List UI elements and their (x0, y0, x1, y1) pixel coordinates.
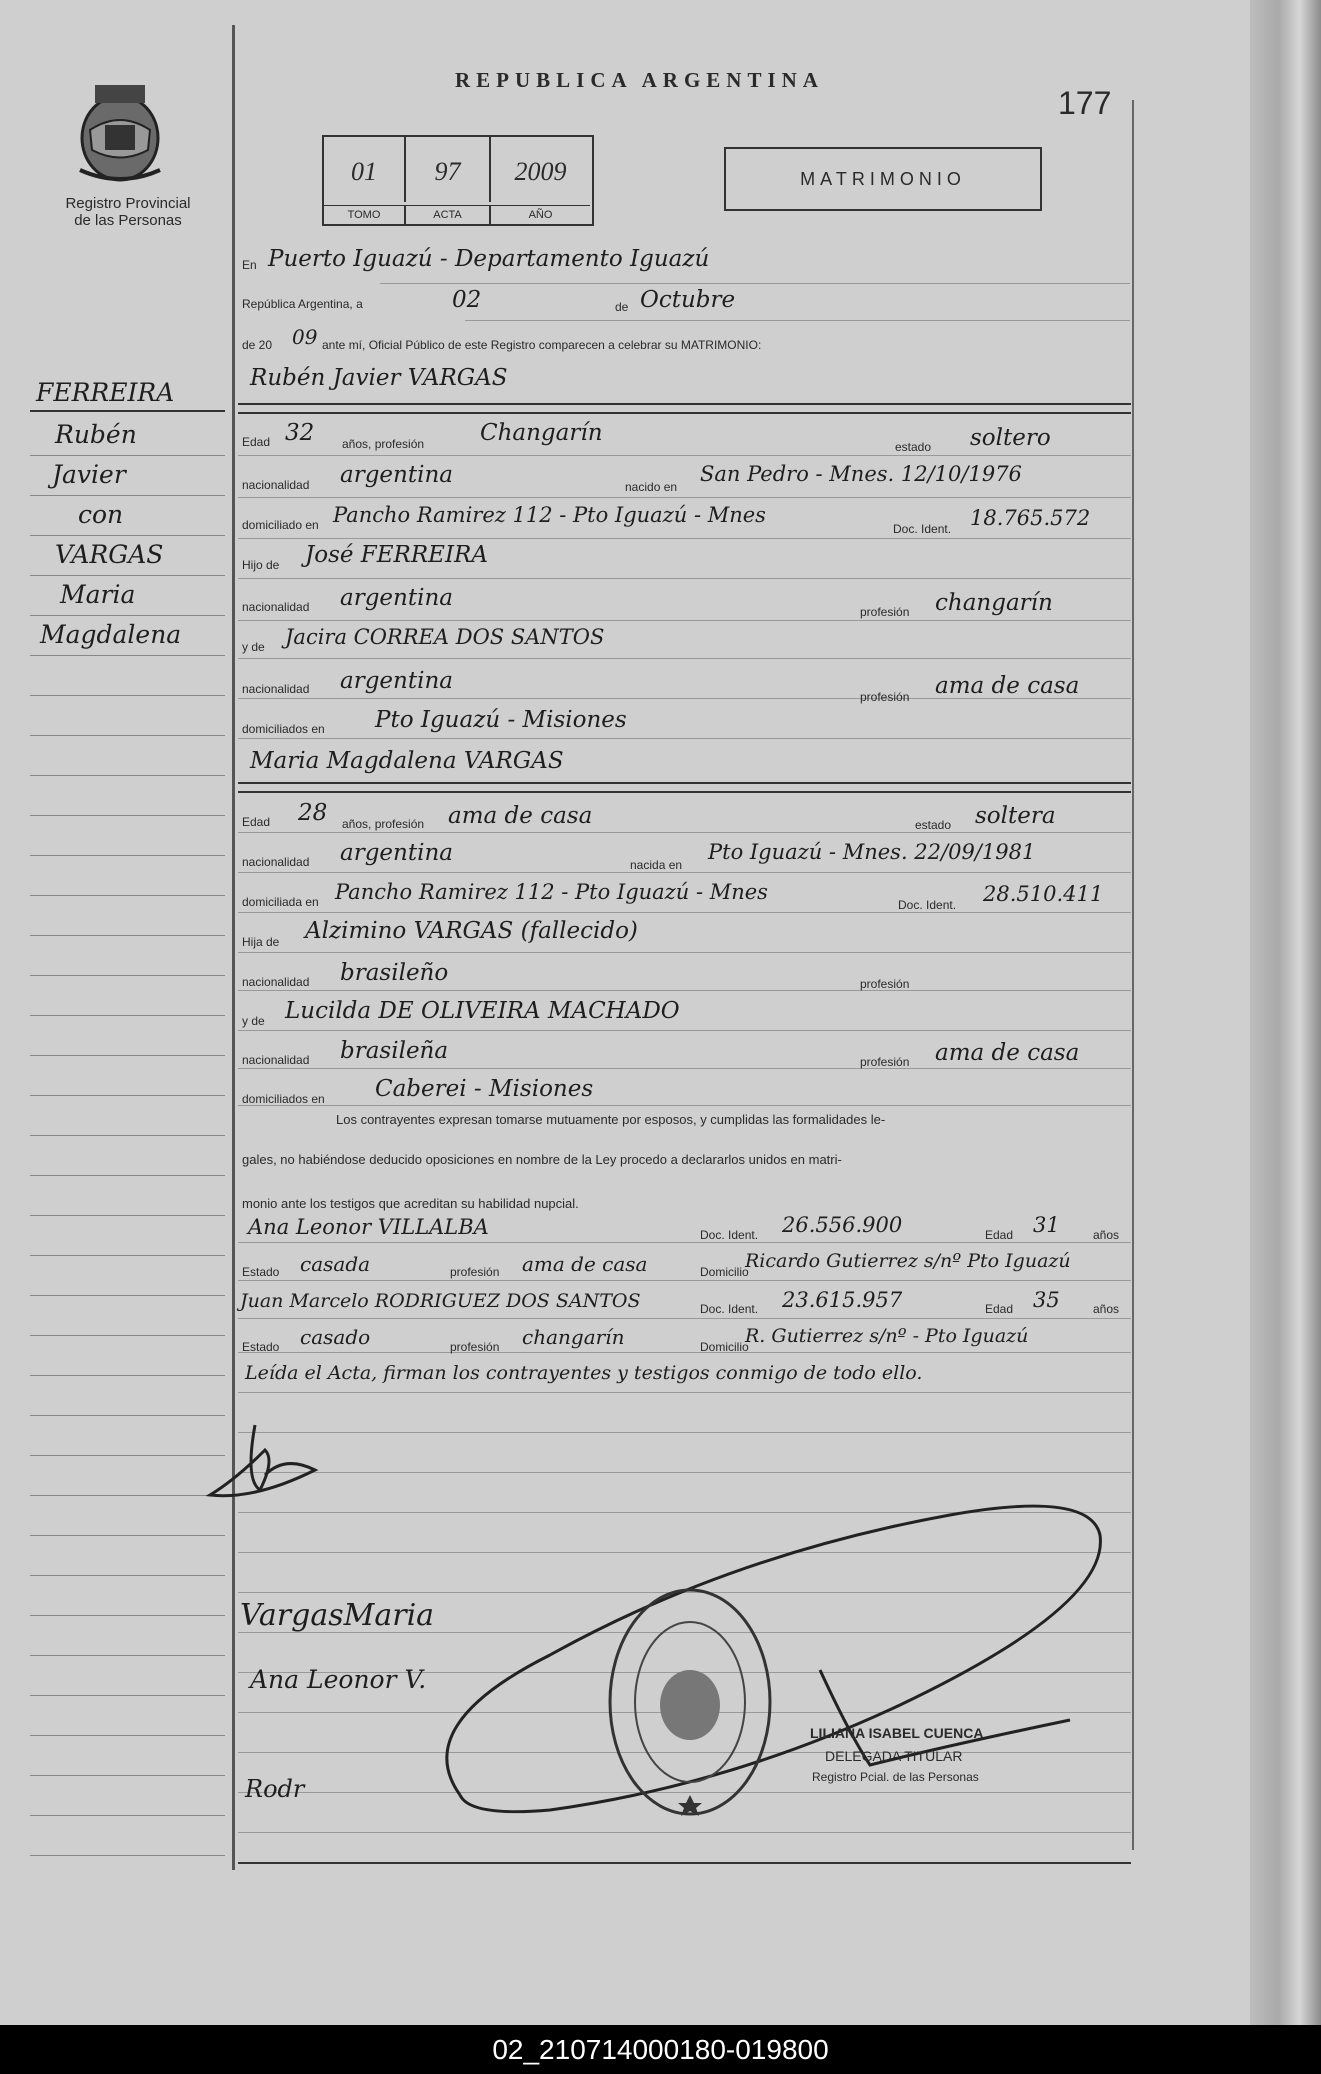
scan-footer: 02_210714000180-019800 (0, 2025, 1321, 2074)
groom-profession: Changarín (480, 420, 603, 446)
margin-surname: FERREIRA (36, 378, 175, 407)
record-type-box: MATRIMONIO (724, 147, 1042, 211)
signature-4: Rodr (245, 1775, 305, 1803)
nacido-label: nacido en (625, 480, 678, 494)
witness-1-address: Ricardo Gutierrez s/nº Pto Iguazú (745, 1250, 1071, 1272)
bride-mother-profession: ama de casa (935, 1040, 1080, 1066)
domiciliados-label: domiciliados en (242, 722, 325, 736)
estado-label: estado (895, 440, 932, 454)
en-label: En (242, 258, 257, 272)
w1-edad-label: Edad (985, 1228, 1014, 1242)
tomo-label: TOMO (324, 205, 406, 224)
groom-status: soltero (970, 425, 1051, 451)
coat-of-arms-icon (60, 70, 180, 190)
bride-mother-nationality: brasileña (340, 1038, 449, 1064)
page-title: REPUBLICA ARGENTINA (455, 68, 824, 92)
bride-nac-label: nacionalidad (242, 855, 310, 869)
signature-2: VargasMaria (240, 1598, 435, 1633)
nacionalidad-label: nacionalidad (242, 478, 310, 492)
madre-nac-label: nacionalidad (242, 682, 310, 696)
acta-value: 97 (406, 137, 491, 202)
bride-address: Pancho Ramirez 112 - Pto Iguazú - Mnes (335, 880, 768, 904)
w2-anos-label: años (1093, 1302, 1120, 1316)
witness-1-profession: ama de casa (522, 1252, 648, 1276)
bride-estado-label: estado (915, 818, 952, 832)
groom-doc: 18.765.572 (970, 506, 1091, 530)
ante-text: ante mí, Oficial Público de este Registro comparecen a celebrar su MATRIMONIO: (322, 338, 762, 352)
year-suffix: 09 (292, 325, 318, 349)
margin-name-1: Rubén (55, 420, 137, 449)
formula-line-3: monio ante los testigos que acreditan su habilidad nupcial. (242, 1196, 579, 1211)
witness-2-age: 35 (1033, 1288, 1060, 1312)
w1-estado-label: Estado (242, 1265, 280, 1279)
hijo-label: Hijo de (242, 558, 280, 572)
w2-doc-label: Doc. Ident. (700, 1302, 759, 1316)
groom-birthplace: San Pedro - Mnes. 12/10/1976 (700, 462, 1022, 486)
groom-nationality: argentina (340, 462, 453, 488)
place-value: Puerto Iguazú - Departamento Iguazú (268, 246, 710, 272)
right-border (1132, 100, 1134, 1850)
groom-mother: Jacira CORREA DOS SANTOS (285, 625, 605, 649)
bride-profession: ama de casa (448, 803, 593, 829)
bride-father: Alzimino VARGAS (fallecido) (305, 918, 638, 944)
signature-3: Ana Leonor V. (250, 1665, 427, 1694)
anio-value: 2009 (514, 157, 567, 186)
groom-parents-address: Pto Iguazú - Misiones (375, 707, 627, 733)
bride-parents-address: Caberei - Misiones (375, 1076, 594, 1102)
margin-name-2: Javier (52, 460, 126, 489)
republica-label: República Argentina, a (242, 297, 363, 311)
page-edge (1250, 0, 1321, 2025)
margin-name-4: Magdalena (40, 620, 182, 649)
groom-name: Rubén Javier VARGAS (250, 365, 508, 391)
witness-1-status: casada (300, 1252, 371, 1276)
registry-line-2: de las Personas (74, 212, 182, 229)
witness-1-doc: 26.556.900 (782, 1213, 903, 1237)
groom-address: Pancho Ramirez 112 - Pto Iguazú - Mnes (333, 503, 766, 527)
closing-text: Leída el Acta, firman los contrayentes y testigos conmigo de todo ello. (245, 1362, 923, 1384)
yde-label: y de (242, 640, 265, 654)
groom-age: 32 (285, 420, 315, 446)
groom-father-nationality: argentina (340, 585, 453, 611)
margin-name-3: Maria (60, 580, 136, 609)
groom-mother-nationality: argentina (340, 668, 453, 694)
officer-signature-icon (430, 1495, 1130, 1825)
witness-2-doc: 23.615.957 (782, 1288, 903, 1312)
w1-doc-label: Doc. Ident. (700, 1228, 759, 1242)
day-value: 02 (452, 287, 482, 313)
tomo-value: 01 (324, 137, 406, 202)
padre-prof-label: profesión (860, 605, 910, 619)
witness-2-profession: changarín (522, 1325, 625, 1349)
groom-mother-profession: ama de casa (935, 673, 1080, 699)
bride-yde-label: y de (242, 1014, 265, 1028)
madre-prof-label: profesión (860, 690, 910, 704)
bride-mother: Lucilda DE OLIVEIRA MACHADO (285, 998, 680, 1024)
bride-age: 28 (298, 800, 328, 826)
month-value: Octubre (640, 287, 736, 313)
bride-anos-label: años, profesión (342, 817, 425, 831)
w1-anos-label: años (1093, 1228, 1120, 1242)
doc-label: Doc. Ident. (893, 522, 952, 536)
year-prefix: de 20 (242, 338, 273, 352)
w2-estado-label: Estado (242, 1340, 280, 1354)
w1-prof-label: profesión (450, 1265, 500, 1279)
witness-2-name: Juan Marcelo RODRIGUEZ DOS SANTOS (240, 1290, 641, 1312)
groom-father-profession: changarín (935, 590, 1053, 616)
domiciliado-label: domiciliado en (242, 518, 319, 532)
bride-status: soltera (975, 803, 1056, 829)
registry-name (28, 195, 228, 229)
witness-2-status: casado (300, 1325, 371, 1349)
anio-label: AÑO (491, 205, 590, 224)
nacida-label: nacida en (630, 858, 683, 872)
bride-madre-nac-label: nacionalidad (242, 1053, 310, 1067)
hija-label: Hija de (242, 935, 280, 949)
w1-dom-label: Domicilio (700, 1265, 749, 1279)
formula-line-1: Los contrayentes expresan tomarse mutuamente por esposos, y cumplidas las formalidades le- (336, 1112, 886, 1127)
officer-name: LILIANA ISABEL CUENCA (810, 1725, 984, 1741)
de-label: de (615, 300, 629, 314)
officer-role: DELEGADA TITULAR (825, 1748, 963, 1764)
witness-1-name: Ana Leonor VILLALBA (248, 1215, 489, 1239)
margin-con: con (78, 500, 124, 529)
padre-nac-label: nacionalidad (242, 600, 310, 614)
bride-padre-prof-label: profesión (860, 977, 910, 991)
margin-divider (232, 25, 235, 1870)
domiciliada-label: domiciliada en (242, 895, 319, 909)
w2-edad-label: Edad (985, 1302, 1014, 1316)
bride-doc-label: Doc. Ident. (898, 898, 957, 912)
edad-label: Edad (242, 435, 271, 449)
bride-birthplace: Pto Iguazú - Mnes. 22/09/1981 (708, 840, 1036, 864)
witness-2-address: R. Gutierrez s/nº - Pto Iguazú (745, 1325, 1029, 1347)
bride-madre-prof-label: profesión (860, 1055, 910, 1069)
page-number: 177 (1058, 85, 1112, 121)
bride-edad-label: Edad (242, 815, 271, 829)
bride-padre-nac-label: nacionalidad (242, 975, 310, 989)
bride-doc: 28.510.411 (983, 882, 1104, 906)
record-number-box (322, 135, 594, 226)
bride-domiciliados-label: domiciliados en (242, 1092, 325, 1106)
round-stamp-icon (605, 1585, 775, 1820)
witness-1-age: 31 (1033, 1213, 1060, 1237)
bride-father-nationality: brasileño (340, 960, 449, 986)
acta-label: ACTA (406, 205, 491, 224)
officer-org: Registro Pcial. de las Personas (812, 1770, 979, 1784)
anos-profesion-label: años, profesión (342, 437, 425, 451)
bride-name: Maria Magdalena VARGAS (250, 748, 564, 774)
bride-nationality: argentina (340, 840, 453, 866)
margin-surname-2: VARGAS (55, 540, 164, 569)
groom-father: José FERREIRA (305, 542, 488, 568)
w2-prof-label: profesión (450, 1340, 500, 1354)
formula-line-2: gales, no habiéndose deducido oposiciones en nombre de la Ley procedo a declararlos unidos en matri- (242, 1152, 842, 1167)
registry-line-1: Registro Provincial (65, 195, 191, 212)
w2-dom-label: Domicilio (700, 1340, 749, 1354)
signature-1-icon (205, 1420, 325, 1520)
